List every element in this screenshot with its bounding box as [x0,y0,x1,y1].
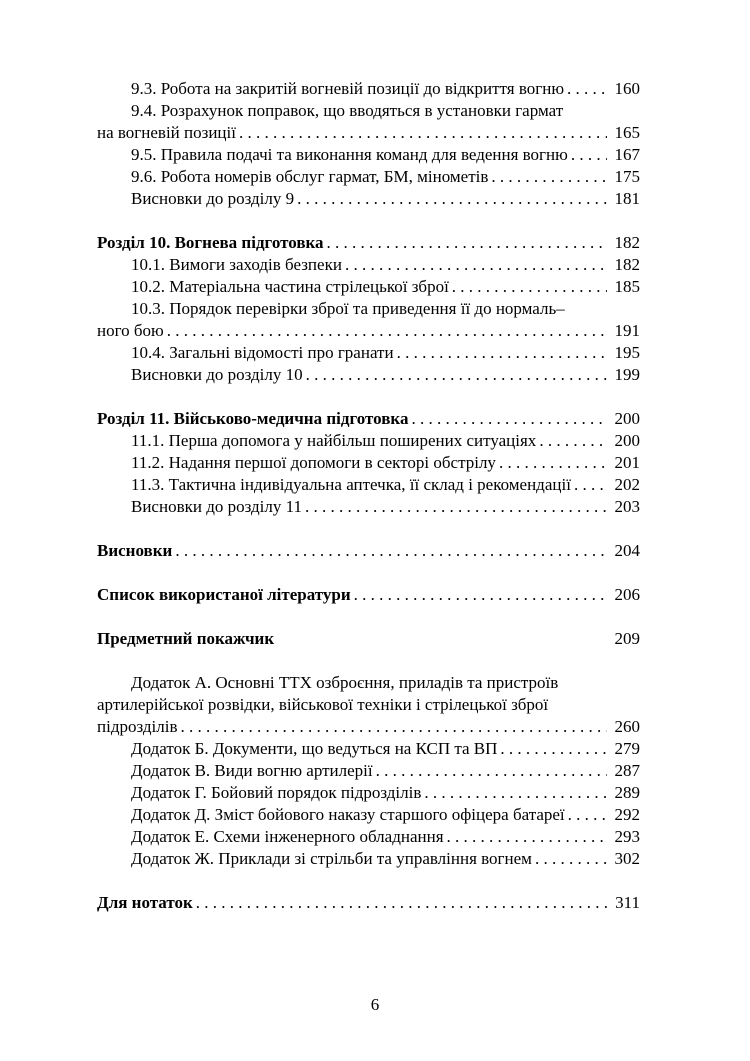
toc-title: 11.3. Тактична індивідуальна аптечка, її склад і рекомендації [131,475,571,494]
toc-appendix-b[interactable] [97,738,640,760]
toc-page: 167 [614,145,640,164]
toc-page: 279 [614,739,640,758]
toc-title: ного бою [97,321,164,340]
toc-title: 11.1. Перша допомога у найбільш поширених ситуаціях [131,431,537,450]
dot-leader [539,430,607,452]
toc-page: 206 [614,585,640,604]
toc-page: 160 [614,79,640,98]
toc-entry-11-2[interactable] [97,452,640,474]
toc-page: 203 [614,497,640,516]
toc-page: 311 [615,893,640,912]
toc-entry-10-1[interactable] [97,254,640,276]
toc-title: 10.4. Загальні відомості про гранати [131,343,394,362]
toc-page: 182 [614,255,640,274]
dot-leader [567,78,607,100]
toc-title: 10.1. Вимоги заходів безпеки [131,255,342,274]
toc-page: 191 [614,321,640,340]
toc-page: 289 [614,783,640,802]
dot-leader [175,540,607,562]
toc-appendix-a-line1[interactable]: Додаток А. Основні ТТХ озброєння, приладів та пристроїв [131,673,559,692]
dot-leader [491,166,607,188]
spacer [97,650,640,672]
toc-title: 9.5. Правила подачі та виконання команд для ведення вогню [131,145,568,164]
dot-leader [305,496,607,518]
toc-page: 195 [614,343,640,362]
toc-page: 201 [614,453,640,472]
toc-entry-9-4-line1[interactable]: 9.4. Розрахунок поправок, що вводяться в установки гармат [131,101,564,120]
toc-title: Додаток В. Види вогню артилерії [131,761,373,780]
spacer [97,518,640,540]
toc-page: 204 [614,541,640,560]
toc-appendix-a-line2[interactable]: артилерійської розвідки, військової техніки і стрілецької зброї [97,695,549,714]
toc-entry-9-4-line2[interactable] [97,122,640,144]
toc-entry-10-3-line1[interactable]: 10.3. Порядок перевірки зброї та приведення її до нормаль– [131,299,565,318]
toc-entry-9-conclusions[interactable] [97,188,640,210]
dot-leader [571,144,607,166]
toc-page: 165 [614,123,640,142]
dot-leader [447,826,607,848]
toc-entry-10-4[interactable] [97,342,640,364]
toc-page: 185 [614,277,640,296]
toc-chapter-11[interactable] [97,408,640,430]
toc-title: на вогневій позиції [97,123,236,142]
toc-title: 11.2. Надання першої допомоги в секторі обстрілу [131,453,496,472]
dot-leader [196,892,607,914]
toc-title: Додаток Ж. Приклади зі стрільби та управління вогнем [131,849,532,868]
toc-page: 200 [614,409,640,428]
toc-title: Розділ 11. Військово-медична підготовка [97,409,409,428]
toc-entry-10-2[interactable] [97,276,640,298]
toc-title: Додаток Д. Зміст бойового наказу старшого офіцера батареї [131,805,565,824]
toc-page: 292 [614,805,640,824]
toc-title: підрозділів [97,717,178,736]
toc-title: Додаток Г. Бойовий порядок підрозділів [131,783,422,802]
toc-references[interactable] [97,584,640,606]
spacer [97,386,640,408]
toc-page: 293 [614,827,640,846]
dot-leader [239,122,607,144]
toc-title: Висновки до розділу 10 [131,365,303,384]
dot-leader [535,848,607,870]
toc-title: 9.6. Робота номерів обслуг гармат, БМ, мінометів [131,167,489,186]
toc-page: 199 [614,365,640,384]
spacer [97,606,640,628]
toc-appendix-a-line3[interactable] [97,716,640,738]
dot-leader [354,584,607,606]
toc-page: 287 [614,761,640,780]
dot-leader [452,276,607,298]
toc-entry-9-3[interactable] [97,78,640,100]
toc-title: Для нотаток [97,893,193,912]
toc-title: Висновки до розділу 11 [131,497,302,516]
toc-entry-9-5[interactable] [97,144,640,166]
toc-title: Висновки до розділу 9 [131,189,295,208]
toc-entry-10-conclusions[interactable] [97,364,640,386]
table-of-contents [97,78,640,914]
toc-entry-10-3-line2[interactable] [97,320,640,342]
toc-entry-11-conclusions[interactable] [97,496,640,518]
toc-subject-index[interactable] [97,628,640,650]
toc-conclusions[interactable] [97,540,640,562]
toc-page: 209 [614,629,640,648]
toc-appendix-v[interactable] [97,760,640,782]
toc-page: 260 [614,717,640,736]
toc-entry-9-6[interactable] [97,166,640,188]
spacer [97,870,640,892]
dot-leader [411,408,607,430]
toc-chapter-10[interactable] [97,232,640,254]
toc-page: 302 [614,849,640,868]
dot-leader [167,320,607,342]
dot-leader [180,716,607,738]
toc-title: Предметний покажчик [97,629,275,648]
dot-leader [568,804,607,826]
toc-entry-11-3[interactable] [97,474,640,496]
dot-leader [306,364,607,386]
toc-title: Додаток Е. Схеми інженерного обладнання [131,827,444,846]
dot-leader [327,232,607,254]
dot-leader [424,782,607,804]
dot-leader [500,738,607,760]
toc-page: 182 [614,233,640,252]
toc-title: 9.3. Робота на закритій вогневій позиції до відкриття вогню [131,79,565,98]
page-number: 6 [370,995,380,1014]
dot-leader [499,452,607,474]
toc-title: Список використаної літератури [97,585,351,604]
toc-page: 202 [614,475,640,494]
dot-leader [345,254,607,276]
toc-notes[interactable] [97,892,640,914]
dot-leader [397,342,607,364]
spacer [97,210,640,232]
toc-appendix-d[interactable] [97,804,640,826]
toc-page: 181 [614,189,640,208]
toc-page: 200 [614,431,640,450]
toc-page: 175 [614,167,640,186]
dot-leader [297,188,607,210]
toc-appendix-zh[interactable] [97,848,640,870]
toc-title: Висновки [97,541,173,560]
toc-title: 10.2. Матеріальна частина стрілецької зброї [131,277,449,296]
dot-leader [376,760,607,782]
toc-appendix-e[interactable] [97,826,640,848]
dot-leader [574,474,607,496]
toc-entry-11-1[interactable] [97,430,640,452]
toc-title: Додаток Б. Документи, що ведуться на КСП та ВП [131,739,498,758]
toc-appendix-g[interactable] [97,782,640,804]
spacer [97,562,640,584]
toc-title: Розділ 10. Вогнева підготовка [97,233,324,252]
